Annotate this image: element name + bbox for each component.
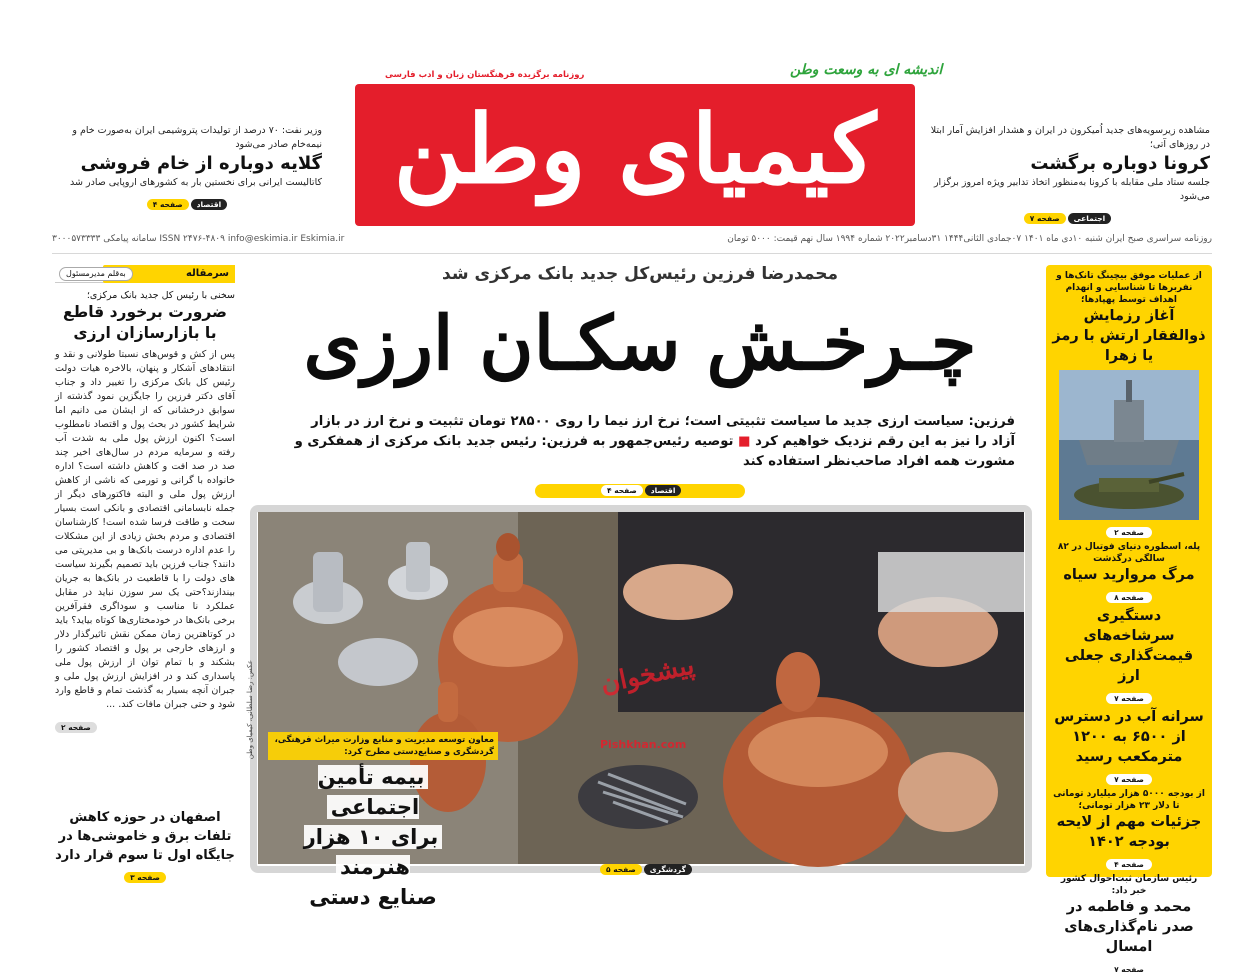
- page-badge: صفحه ۴: [1106, 859, 1152, 870]
- teaser-sup: وزیر نفت: ۷۰ درصد از تولیدات پتروشیمی ایران به‌صورت خام و نیمه‌خام صادر می‌شود: [72, 125, 322, 150]
- teaser-sub: جلسه ستاد ملی مقابله با کرونا به‌منظور اتخاذ تدابیر ویژه امروز برگزار می‌شود: [933, 177, 1210, 202]
- contact-info: ISSN ۲۴۷۶-۴۸۰۹ info@eskimia.ir Eskimia.ir سامانه پیامکی ۳۰۰۰۵۷۳۳۳۳: [52, 234, 345, 244]
- lead-deck: [285, 412, 1015, 472]
- editorial-author-badge: به‌قلم مدیرمسئول: [59, 267, 133, 281]
- photo-title-line: برای ۱۰ هزار هنرمند: [304, 825, 443, 879]
- editorial-title: ضرورت برخورد قاطع با بازارسازان ارزی: [63, 303, 227, 342]
- deck-part-1: فرزین: سیاست ارزی جدید ما سیاست تثبیتی است؛ نرخ ارز نیما را روی ۲۸۵۰۰ تومان تثبیت و نرخ ارز در بازار آزاد را نیز به این رقم نزدیک خواهیم کرد: [311, 414, 1015, 449]
- top-left-teaser[interactable]: [52, 124, 322, 211]
- right-news-item[interactable]: [1046, 265, 1212, 541]
- section-badge: اقتصاد: [191, 199, 228, 210]
- section-badge: اجتماعی: [1068, 213, 1112, 224]
- masthead-logo[interactable]: [355, 84, 915, 226]
- issue-info-bar: [52, 234, 1212, 250]
- editorial-column[interactable]: [55, 265, 235, 805]
- right-news-item[interactable]: [1046, 541, 1212, 606]
- news-sup: از عملیات موفق بیچینگ تانک‌ها و نفربرها تا شناسایی و انهدام اهداف توسط پهپادها؛: [1056, 271, 1202, 305]
- right-news-column: [1046, 265, 1212, 974]
- watermark-url: Pishkhan.com: [600, 738, 687, 751]
- photo-story-sup: معاون توسعه مدیریت و منابع وزارت میراث فرهنگی، گردشگری و صنایع‌دستی مطرح کرد:: [268, 732, 498, 760]
- right-news-item[interactable]: [1046, 606, 1212, 707]
- page-badge: صفحه ۷: [1106, 774, 1152, 785]
- page-badge: صفحه ۴: [147, 199, 189, 210]
- page-badge: صفحه ۵: [600, 864, 642, 875]
- page-badge: صفحه ۲: [1106, 527, 1152, 538]
- photo-story-title[interactable]: [268, 762, 478, 912]
- news-sup: رئیس سازمان ثبت‌احوال کشور خبر داد:: [1060, 874, 1198, 896]
- masthead-slogan: اندیشه ای به وسعت وطن: [790, 62, 943, 78]
- page-badge: صفحه ۷: [1106, 964, 1152, 975]
- lead-page-badge[interactable]: [535, 483, 745, 502]
- page-badge: صفحه ۷: [1024, 213, 1066, 224]
- deck-separator: ■: [738, 434, 751, 449]
- issue-date-info: روزنامه سراسری صبح ایران شنبه ۱۰دی ماه ۱۴۰۱ ۰۷جمادی الثانی۱۴۴۴ ۳۱دسامبر۲۰۲۲ شماره ۱۹۹۴ سال نهم قیمت: ۵۰۰۰ تومان: [727, 234, 1212, 244]
- page-badge: صفحه ۴: [601, 485, 643, 496]
- page-badge: صفحه ۳: [124, 872, 166, 883]
- news-title: مرگ مروارید سیاه: [1063, 567, 1195, 583]
- right-news-item[interactable]: [1046, 788, 1212, 873]
- photo-credit: عکس: رضا سلطانی، کیمیای وطن: [246, 660, 254, 760]
- photo-page-badge[interactable]: [600, 857, 692, 876]
- page-badge: صفحه ۸: [1106, 592, 1152, 603]
- teaser-title: کرونا دوباره برگشت: [1030, 153, 1210, 174]
- military-ship-photo: [1059, 370, 1199, 520]
- news-title: سرانه آب در دسترس از ۶۵۰۰ به ۱۲۰۰ مترمکعب رسید: [1054, 709, 1204, 765]
- warship-tank-illustration: [1059, 370, 1199, 520]
- news-title: جزئیات مهم از لایحه بودجه ۱۴۰۲: [1056, 814, 1202, 850]
- header-divider: [52, 253, 1212, 254]
- teaser-sup: مشاهده زیرسویه‌های جدید اُمیکرون در ایران و هشدار افزایش آمار ابتلا در روزهای آتی؛: [930, 125, 1210, 150]
- editorial-header: [55, 265, 235, 283]
- top-right-teaser[interactable]: [925, 124, 1210, 225]
- right-news-item[interactable]: [1046, 873, 1212, 978]
- teaser-sub: کاتالیست ایرانی برای نخستین بار به کشورهای اروپایی صادر شد: [70, 177, 322, 188]
- lead-kicker: محمدرضا فرزین رئیس‌کل جدید بانک مرکزی شد: [442, 264, 838, 284]
- news-sup: از بودجه ۵۰۰۰ هزار میلیارد تومانی تا دلار ۲۳ هزار تومانی؛: [1053, 789, 1205, 811]
- page-badge: صفحه ۲: [55, 722, 97, 733]
- news-sup: پله، اسطوره دنیای فوتبال در ۸۲ سالگی درگذشت: [1057, 542, 1201, 564]
- news-title: آغاز رزمایش ذوالفقار ارتش با رمز یا زهرا: [1052, 308, 1206, 364]
- left-bottom-news[interactable]: [55, 808, 235, 884]
- editorial-body: پس از کش و قوس‌های نسبتا طولانی و نقد و انتقادهای آشکار و پنهان، بالاخره هیات دولت رئیس کل بانک مرکزی را تغییر داد و جناب آقای دکتر فرزین را جایگزین نمود گذشته از سوابق درخشانی که از ایشان می دانیم اما شرایط کشور در بحث پول و اقتصاد نامطلوب است؟ اکنون ارزش پول ملی به شدت آب رفته و سرمایه مردم در سال‌های اخیر چند صد در صد افت و کاهش داشته است؟ اداره خانواده با گرانی و تورمی که ناشی از کاهش ارزش پول ملی و البته فاکتورهای دیگر از جمله نابسامانی اقتصادی و بانکی است بسیار سخت و طاقت فرسا شده است! کارشناسان اقتصادی و مردم بخش زیادی از این مشکلات را عدم اداره درست بانک‌ها و بی مدیریتی می دانند؟ جناب فرزین باید تصمیم بگیرند سیاست های دولت را با قاطعیت در بانک‌ها به جریان بیندازند؟حتی یک سر سوزن نباید در مقابل عملکرد نا مناسب و سوداگری فقرآفرین برخی بانک‌ها در خودمختاری‌ها کوتاه بیاید؟ باید در کوتاهترین زمان ممکن نقش تاثیرگذار دلار و ارزهای خارجی بر پول و اقتصاد کشور را بشکند و با تمام توان از ارزش پول ملی پاسداری کند و در افزایش ارزش پول ملی و جبران آنچه بسیار به گذشت تمام و قاطع وارد شود و حتی جبران مافات کند. ...: [55, 349, 235, 710]
- news-title: دستگیری سرشاخه‌های قیمت‌گذاری جعلی ارز: [1064, 608, 1194, 684]
- section-badge: اقتصاد: [645, 485, 682, 496]
- photo-title-line: صنایع دستی: [305, 885, 441, 909]
- photo-title-line: بیمه تأمین اجتماعی: [318, 765, 429, 819]
- news-title: اصفهان در حوزه کاهش تلفات برق و خاموشی‌ها در جایگاه اول تا سوم قرار دارد: [55, 810, 235, 863]
- watermark-logo: پیشخوان: [597, 650, 697, 700]
- news-title: محمد و فاطمه در صدر نام‌گذاری‌های امسال: [1064, 899, 1194, 955]
- lead-headline[interactable]: چـرخـش سکـان ارزی: [303, 301, 977, 387]
- teaser-title: گلایه دوباره از خام فروشی: [80, 153, 322, 174]
- page-badge: صفحه ۷: [1106, 693, 1152, 704]
- right-news-item[interactable]: [1046, 707, 1212, 788]
- masthead-tagline: روزنامه برگزیده فرهنگستان زبان و ادب فارسی: [385, 70, 585, 80]
- logo-text: کیمیای وطن: [393, 95, 877, 205]
- deck-part-2: توصیه رئیس‌جمهور به فرزین: رئیس جدید بانک مرکزی از همفکری و مشورت همه افراد صاحب‌نظر استفاده کند: [294, 434, 1015, 469]
- editorial-sup: سخنی با رئیس کل جدید بانک مرکزی؛: [86, 290, 235, 301]
- section-badge: گردشگری: [644, 864, 692, 875]
- editorial-label: سرمقاله: [103, 265, 235, 283]
